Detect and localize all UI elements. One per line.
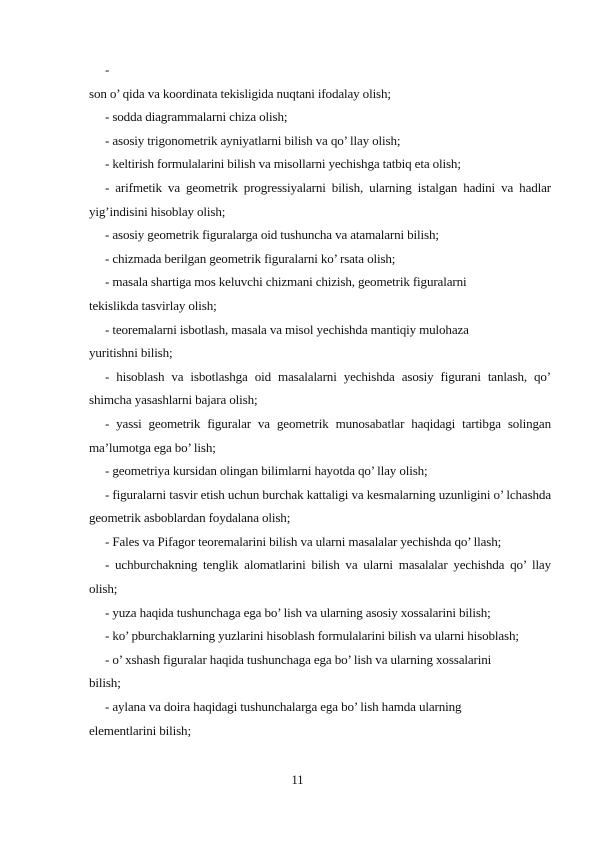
text-line: tekislikda tasvirlay olish; (89, 297, 217, 313)
paragraph (89, 648, 551, 695)
paragraph (89, 695, 551, 742)
text-line: - o’ xshash figuralar haqida tushunchaga ega bo’ lish va ularning xossalarini (105, 651, 492, 667)
paragraph: - figuralarni tasvir etish uchun burchak kattaligi va kesmalarning uzunligini o’ lchashda geometrik asboblardan foydalana olish; (89, 486, 551, 526)
paragraph (89, 318, 551, 365)
paragraph: - ko’ pburchaklarning yuzlarini hisoblash formulalarini bilish va ularni hisoblash; (105, 628, 519, 644)
paragraph: - asosiy trigonometrik ayniyatlarni bilish va qo’ llay olish; (105, 132, 401, 148)
text-line: - teoremalarni isbotlash, masala va misol yechishda mantiqiy mulohaza (105, 321, 469, 337)
text-line: elementlarini bilish; (89, 722, 191, 738)
paragraph: - hisoblash va isbotlashga oid masalalarni yechishda asosiy figurani tanlash, qo’ shimcha yasashlarni bajara olish; (89, 368, 551, 408)
paragraph: - yuza haqida tushunchaga ega bo’ lish va ularning asosiy xossalarini bilish; (105, 604, 491, 620)
paragraph: - geometriya kursidan olingan bilimlarni hayotda qo’ llay olish; (105, 463, 428, 479)
text-line: - masala shartiga mos keluvchi chizmani chizish, geometrik figuralarni (105, 274, 467, 290)
text-line: - (105, 62, 110, 77)
text-line: son o’ qida va koordinata tekisligida nuqtani ifodalay olish; (89, 85, 391, 101)
paragraph: - Fales va Pifagor teoremalarini bilish va ularni masalalar yechishda qo’ llash; (105, 533, 502, 549)
paragraph: - sodda diagrammalarni chiza olish; (105, 109, 288, 125)
paragraph: - keltirish formulalarini bilish va misollarni yechishga tatbiq eta olish; (105, 156, 461, 172)
text-line: bilish; (89, 675, 121, 691)
paragraph (89, 270, 551, 317)
paragraph: - arifmetik va geometrik progressiyalarni bilish, ularning istalgan hadini va hadlar yig’indisini hisoblay olish; (89, 179, 551, 219)
paragraph: - uchburchakning tenglik alomatlarini bilish va ularni masalalar yechishda qo’ llay olish; (89, 557, 551, 597)
text-line: - aylana va doira haqidagi tushunchalarga ega bo’ lish hamda ularning (105, 699, 462, 715)
paragraph: - chizmada berilgan geometrik figuralarni ko’ rsata olish; (105, 250, 396, 266)
body-text (89, 58, 551, 742)
paragraph: - yassi geometrik figuralar va geometrik munosabatlar haqidagi tartibga solingan ma’lumotga ega bo’ lish; (89, 415, 551, 455)
paragraph: - asosiy geometrik figuralarga oid tushuncha va atamalarni bilish; (105, 227, 439, 243)
text-line: yuritishni bilish; (89, 345, 173, 361)
page-number: 11 (291, 773, 304, 787)
paragraph (89, 58, 551, 105)
